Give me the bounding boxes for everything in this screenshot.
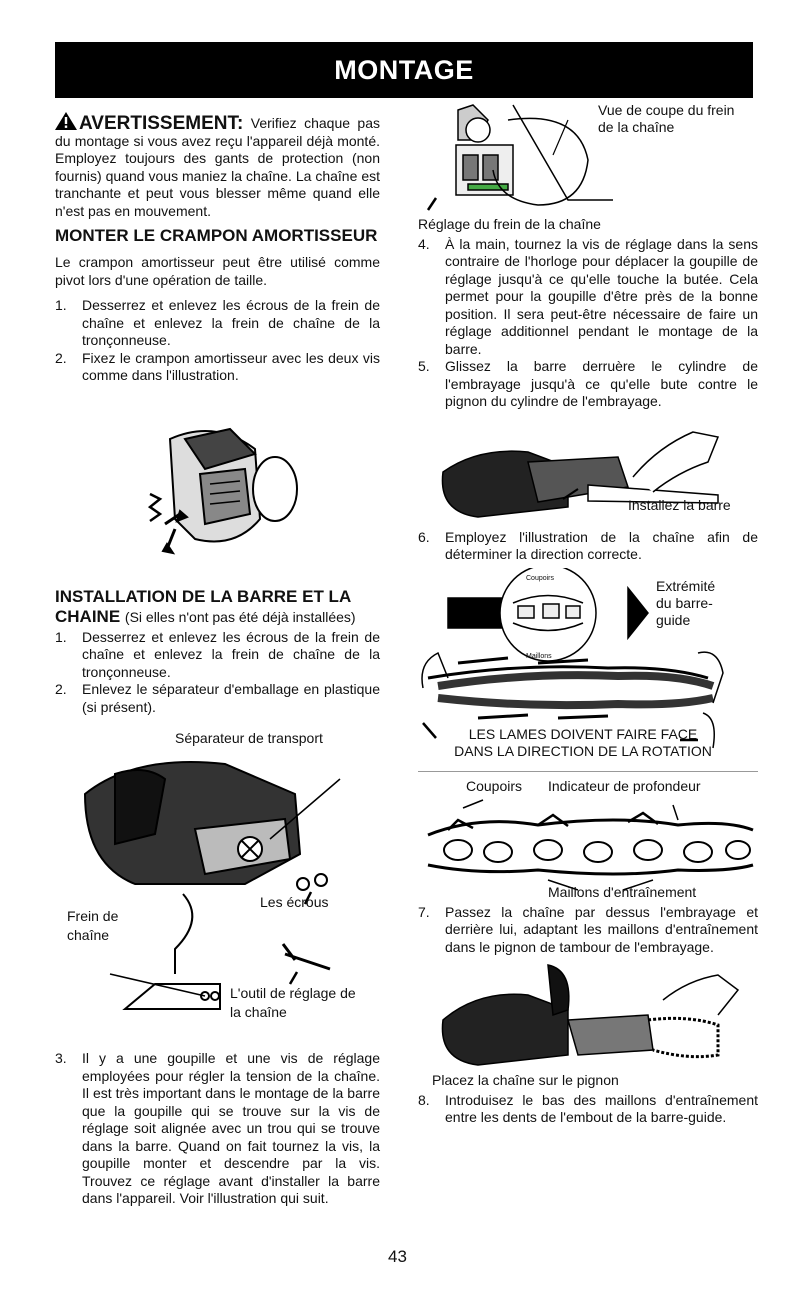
- label-indicateur: Indicateur de profondeur: [548, 777, 701, 794]
- barre-step: 1. Desserrez et enlevez les écrous de la frein de chaîne et enlevez la frein de chaîne de la tronçonneuse.: [55, 628, 380, 680]
- label-extremite: Extrémité du barre-guide: [656, 577, 716, 628]
- crampon-heading: MONTER LE CRAMPON AMORTISSEUR: [55, 226, 378, 245]
- section-title: MONTAGE: [334, 54, 474, 85]
- left-column: [55, 112, 380, 1208]
- divider: [418, 771, 758, 772]
- caption-direction: LES LAMES DOIVENT FAIRE FACE DANS LA DIRECTION DE LA ROTATION: [454, 725, 712, 759]
- label-coupoirs: Coupoirs: [466, 777, 523, 794]
- crampon-steps: [55, 297, 380, 385]
- label-installez-barre: Installez la barre: [628, 496, 731, 513]
- direction-illustration: [418, 568, 758, 763]
- right-column: [418, 100, 758, 1127]
- warning-triangle-icon: [55, 112, 77, 130]
- crampon-step: 1. Desserrez et enlevez les écrous de la frein de chaîne et enlevez la frein de chaîne de la tronçonneuse.: [55, 297, 380, 348]
- section-banner: [55, 42, 753, 98]
- step8: 8. Introduisez le bas des maillons d'entraînement entre les dents de l'embout de la barre-guide.: [418, 1091, 758, 1125]
- chain-sprocket-drawing: [418, 960, 758, 1070]
- chainsaw-crampon-drawing: [55, 399, 380, 569]
- separateur-illustration: [55, 730, 380, 1034]
- barre-step3: 3. Il y a une goupille et une vis de réglage employées pour régler la tension de la chaîne. Il est très important dans le montage de la barre que la goupille qui se trouve sur la vis de réglage soit alignée avec un trou qui se trouve dans la barre. Quand on fait tournez la vis, la goupille monter et descendre par la vis. Trouvez ce réglage avant d'installer la barre dans l'appareil. Voir l'illustration qui suit.: [55, 1050, 380, 1206]
- caption-pignon: Placez la chaîne sur le pignon: [432, 1072, 619, 1088]
- label-outil: L'outil de réglage de la chaîne: [230, 985, 356, 1020]
- chain-parts-drawing: [418, 777, 758, 900]
- crampon-intro: Le crampon amortisseur peut être utilisé comme pivot lors d'une opération de taille.: [55, 254, 380, 288]
- label-maillons-small: Maillons: [526, 652, 552, 660]
- label-ecrous: Les écrous: [260, 894, 329, 910]
- chain-parts-illustration: [418, 777, 758, 900]
- label-separateur: Séparateur de transport: [175, 730, 323, 746]
- barre-steps: [55, 629, 380, 717]
- step7: 7. Passez la chaîne par dessus l'embrayage et derrière lui, adaptant les maillons d'entraînement dans le pignon de tambour de l'embrayage.: [418, 903, 758, 955]
- frein-coupe-illustration: [418, 100, 758, 214]
- crampon-illustration: [55, 399, 380, 569]
- label-maillons: Maillons d'entraînement: [548, 883, 697, 900]
- crampon-step: 2. Fixez le crampon amortisseur avec les deux vis comme dans l'illustration.: [55, 349, 380, 383]
- warning-heading: AVERTISSEMENT:: [79, 113, 244, 134]
- label-vue-coupe: Vue de coupe du frein de la chaîne: [598, 102, 735, 135]
- step6: 6. Employez l'illustration de la chaîne afin de déterminer la direction correcte.: [418, 528, 758, 562]
- barre-subheading: (Si elles n'ont pas été déjà installées): [124, 608, 356, 625]
- warning-text: Verifiez chaque pas du montage si vous avez reçu l'appareil déjà monté. Employez toujours des gants de protection (non fournis) quand vous maniez la chaîne. La chaîne est tranchante et peut vous blesser même quand elle n'est pas en mouvement.: [55, 115, 380, 219]
- steps-4-5: 4. À la main, tournez la vis de réglage dans la sens contraire de l'horloge pour déplacer la goupille de réglage jusqu'à ce qu'elle touche la butée. Cela permet pour la goupille d'être près de la bonne position. Il sera peut-être nécessaire de faire un réglage additionnel pendant le montage de la barre. 5. Glissez la barre derruère le cylindre de l'embrayage jusqu'à ce qu'elle bute contre le pignon du cylindre de l'embrayage.: [418, 235, 758, 409]
- barre-step: 2. Enlevez le séparateur d'emballage en plastique (si présent).: [55, 681, 380, 715]
- installez-barre-illustration: [418, 417, 758, 525]
- caption-reglage-frein: Réglage du frein de la chaîne: [418, 216, 601, 232]
- label-frein: Frein de chaîne: [67, 908, 119, 943]
- barre-heading: INSTALLATION DE LA BARRE ET LA CHAINE (Si elles n'ont pas été déjà installées): [55, 586, 356, 626]
- page-number: 43: [388, 1247, 407, 1266]
- pignon-illustration: [418, 960, 758, 1070]
- label-coupoirs-small: Coupoirs: [526, 574, 555, 582]
- warning-block: [55, 112, 380, 220]
